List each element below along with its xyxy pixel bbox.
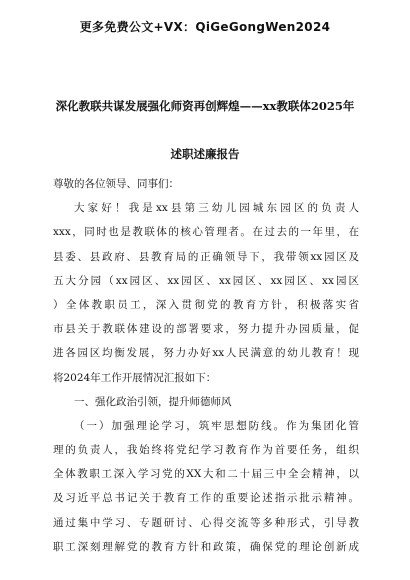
- paragraph-line: 大家好！我是xx县第三幼儿园城东园区的负责人: [74, 202, 359, 215]
- paragraph-line: xxx，同时也是教联体的核心管理者。在过去的一年里，在: [53, 226, 359, 239]
- paragraph-line: （一）加强理论学习，筑牢思想防线。作为集团化管: [74, 419, 359, 432]
- paragraph-line: 职工深刻理解党的教育方针和政策，确保党的理论创新成: [53, 540, 359, 553]
- watermark-header: 更多免费公文+VX：QiGeGongWen2024: [79, 20, 331, 34]
- section-heading: 一、强化政治引领，提升师德师风: [74, 395, 232, 408]
- paragraph-line: ）全体教职员工，深入贯彻党的教育方针，积极落实省: [53, 298, 359, 311]
- paragraph-line: 通过集中学习、专题研讨、心得交流等多种形式，引导教: [53, 516, 359, 529]
- paragraph-line: 进各园区均衡发展，努力办好xx人民满意的幼儿教育！现: [53, 347, 359, 360]
- paragraph-line: 五大分园（xx园区、xx园区、xx园区、xx园区、xx园区: [53, 274, 359, 287]
- document-body: [53, 172, 359, 559]
- paragraph-line: 县委、县政府、县教育局的正确领导下，我带领xx园区及: [53, 250, 359, 263]
- paragraph-line: 理的负责人，我始终将党纪学习教育作为首要任务，组织: [53, 444, 359, 457]
- paragraph-line: 全体教职工深入学习党的XX大和二十届三中全会精神，以: [53, 468, 359, 481]
- paragraph-line: 将2024年工作开展情况汇报如下：: [53, 371, 217, 384]
- salutation-line: 尊敬的各位领导、同事们：: [53, 178, 179, 190]
- paragraph-line: 市县关于教联体建设的部署要求，努力提升办园质量，促: [53, 323, 359, 336]
- document-subtitle: 述职述廉报告: [170, 147, 240, 161]
- document-title: 深化教联共谋发展强化师资再创辉煌——xx教联体2025年: [55, 99, 355, 113]
- paragraph-line: 及习近平总书记关于教育工作的重要论述指示批示精神。: [53, 492, 359, 505]
